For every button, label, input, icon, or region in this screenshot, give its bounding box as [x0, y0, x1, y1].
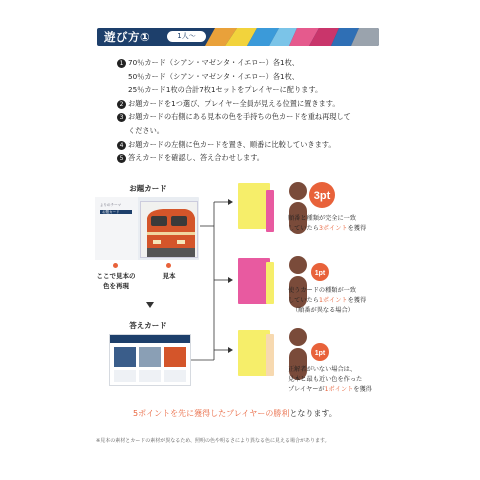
result-line: 使うカードの種類が一致 — [288, 287, 357, 294]
reproduce-label-line: 色を再現 — [103, 282, 129, 290]
rule-text-continued: 50％カード（シアン・マゼンタ・イエロー）各1枚、 — [128, 71, 299, 81]
page-title: 遊び方① — [104, 30, 151, 44]
result-line — [288, 385, 372, 395]
result-line: （順番が異なる場合） — [292, 307, 354, 314]
train-illustration — [141, 202, 197, 257]
reproduction-area — [95, 197, 138, 260]
result-text-part: を獲得 — [347, 297, 367, 304]
reproduce-label-line: ここで見本の — [96, 272, 136, 280]
arrow-down-icon — [146, 302, 154, 308]
result-line: 順番と種類が完全に一致 — [288, 215, 357, 222]
win-condition-suffix: となります。 — [289, 409, 337, 418]
points-badge-text: 1pt — [314, 270, 326, 277]
rule-text-continued: 25％カード1枚の合計7枚1セットをプレイヤーに配ります。 — [128, 85, 323, 95]
sample-train-image — [140, 201, 198, 258]
result-line — [288, 224, 366, 234]
result-description-2 — [288, 286, 366, 316]
result-points-highlight: 1ポイント — [318, 297, 348, 304]
result-description-1 — [288, 214, 366, 234]
reproduce-label — [94, 271, 138, 291]
result-points-highlight: 3ポイント — [318, 225, 348, 232]
player-count-badge: 1人〜 — [167, 31, 206, 42]
win-condition — [133, 408, 337, 419]
reproduce-pointer-dot — [113, 263, 118, 268]
rule-text: 70％カード（シアン・マゼンタ・イエロー）各1枚、 — [128, 58, 299, 67]
result-description-3 — [288, 365, 372, 395]
odai-card-label: お題カード — [129, 184, 167, 193]
rule-text: 答えカードを確認し、答え合わせします。 — [128, 153, 264, 163]
rule-number: 5 — [117, 154, 126, 163]
answer-card-illustration — [110, 335, 190, 385]
rule-number: 4 — [117, 141, 126, 150]
rule-number: 3 — [117, 113, 126, 122]
sample-label: 見本 — [162, 272, 176, 280]
result-text-part: プレイヤーが — [288, 386, 325, 393]
rule-text-continued: ください。 — [128, 125, 164, 135]
rule-number: 1 — [117, 59, 126, 68]
footnote: ※見本の素材とカードの素材が異なるため、照明の色や明るさにより異なる色に見える場合があります。 — [96, 438, 330, 444]
result-text-part: していたら — [288, 225, 319, 232]
win-condition-highlight: 5ポイントを先に獲得したプレイヤーの勝利 — [133, 409, 290, 418]
rule-number: 2 — [117, 100, 126, 109]
rule-text: お題カードの左側に色カードを置き、順番に比較していきます。 — [128, 139, 336, 149]
rule-text: お題カードの右側にある見本の色を手持ちの色カードを重ね再現して — [128, 112, 351, 122]
answer-card-label: 答えカード — [129, 321, 167, 330]
points-badge-text: 3pt — [313, 190, 331, 202]
yellow-card-edge — [266, 262, 274, 304]
magenta-card-edge — [266, 190, 274, 232]
odai-card-badge: お題カード — [102, 210, 120, 214]
light-card-edge — [266, 334, 274, 376]
points-badge-text: 1pt — [314, 350, 326, 357]
result-text-part: を獲得 — [347, 225, 367, 232]
answer-card-image — [109, 334, 191, 386]
sample-pointer-dot — [166, 263, 171, 268]
result-line — [288, 296, 366, 306]
result-line: 正解者がいない場合は、 — [288, 366, 357, 373]
result-points-highlight: 1ポイント — [324, 386, 354, 393]
result-text-part: していたら — [288, 297, 319, 304]
rule-text: お題カードを1つ選び、プレイヤー全員が見える位置に置きます。 — [128, 98, 340, 108]
result-text-part: を獲得 — [353, 386, 372, 393]
result-line: 見本と最も近い色を作った — [288, 376, 363, 383]
odai-card-title: よりのテーマ — [100, 203, 121, 207]
